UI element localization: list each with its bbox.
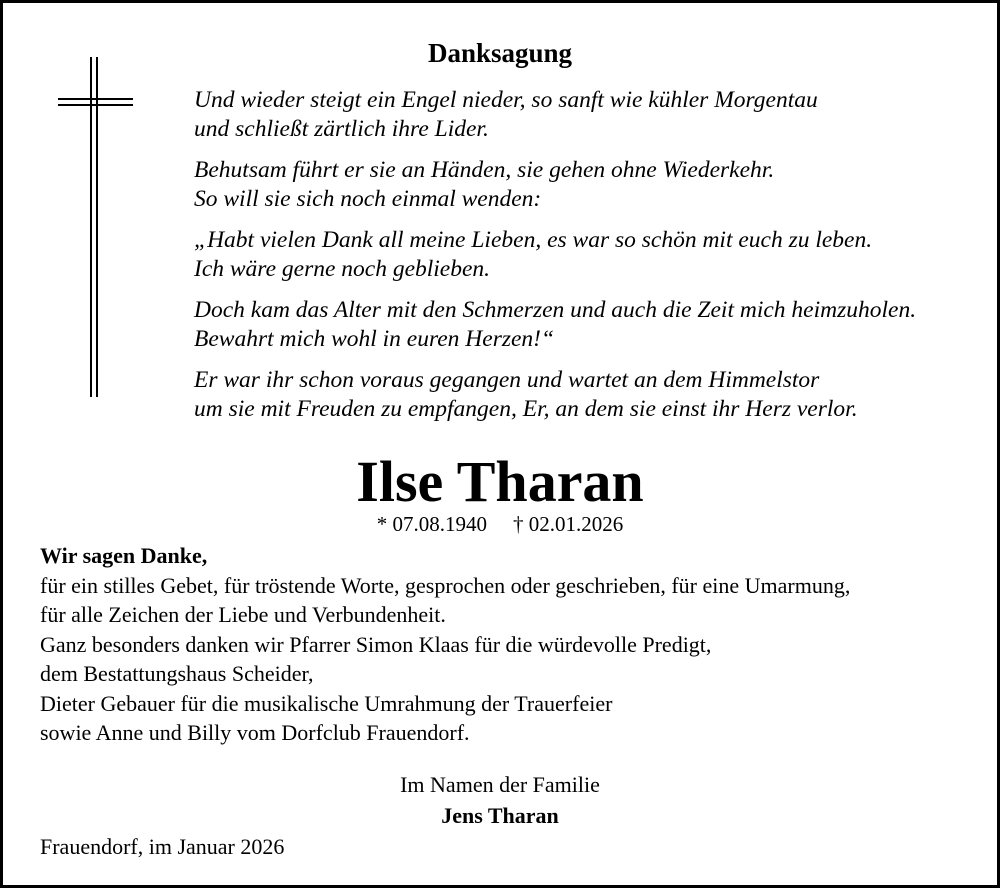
deceased-name: Ilse Tharan [356,449,644,514]
cross-icon [58,57,133,397]
poem-stanza [194,86,984,144]
thanks-line: Dieter Gebauer für die musikalische Umrahmung der Trauerfeier [40,690,613,716]
thanks-heading: Wir sagen Danke, [40,543,208,568]
poem-stanza [194,296,984,354]
poem-line: „Habt vielen Dank all meine Lieben, es war so schön mit euch zu leben. [194,227,873,253]
thanks-line: Ganz besonders danken wir Pfarrer Simon Klaas für die würdevolle Predigt, [40,631,712,657]
signature-name: Jens Tharan [441,803,559,828]
page-title: Danksagung [427,38,573,68]
thanks-line: für ein stilles Gebet, für tröstende Worte, gesprochen oder geschrieben, für eine Umarmung, [40,572,851,598]
signature [3,769,997,831]
thanks-line: sowie Anne und Billy vom Dorfclub Frauendorf. [40,720,470,745]
thanks-line: für alle Zeichen der Liebe und Verbundenheit. [40,602,446,627]
thanks-text [40,541,990,748]
poem-line: um sie mit Freuden zu empfangen, Er, an dem sie einst ihr Herz verlor. [194,396,858,422]
poem-stanza [194,366,984,424]
poem-line: Bewahrt mich wohl in euren Herzen!“ [194,326,555,352]
poem-stanza [194,156,984,214]
poem-line: und schließt zärtlich ihre Lider. [194,116,489,142]
poem-line: Und wieder steigt ein Engel nieder, so sanft wie kühler Morgentau [194,87,818,113]
poem [194,86,984,436]
life-dates [3,510,997,538]
signature-line: Im Namen der Familie [400,772,600,797]
thanks-line: dem Bestattungshaus Scheider, [40,661,314,686]
poem-line: So will sie sich noch einmal wenden: [194,186,542,212]
poem-line: Doch kam das Alter mit den Schmerzen und auch die Zeit mich heimzuholen. [194,297,917,323]
poem-line: Ich wäre gerne noch geblieben. [194,256,491,282]
death-date: † 02.01.2026 [513,512,624,536]
birth-date: * 07.08.1940 [376,512,487,536]
poem-stanza [194,226,984,284]
poem-line: Behutsam führt er sie an Händen, sie gehen ohne Wiederkehr. [194,157,775,183]
poem-line: Er war ihr schon voraus gegangen und wartet an dem Himmelstor [194,367,820,393]
place-date: Frauendorf, im Januar 2026 [40,834,285,859]
